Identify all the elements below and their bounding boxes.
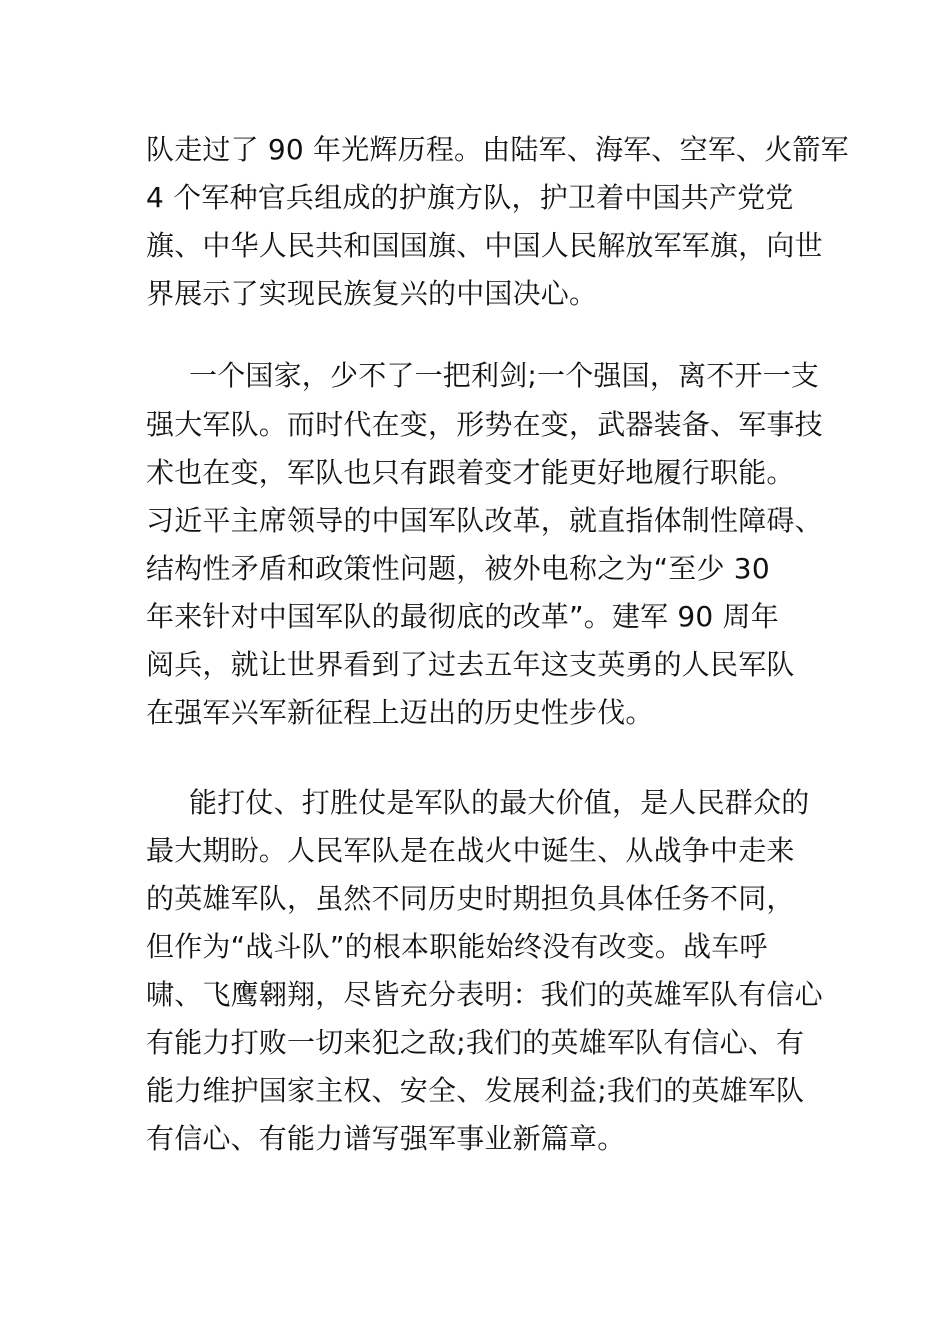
text-line: 能力维护国家主权、安全、发展利益;我们的英雄军队 xyxy=(146,1074,805,1107)
text-line: 阅兵，就让世界看到了过去五年这支英勇的人民军队 xyxy=(146,648,795,681)
text-line: 界展示了实现民族复兴的中国决心。 xyxy=(146,277,598,310)
text-line: 队走过了 90 年光辉历程。由陆军、海军、空军、火箭军 xyxy=(146,133,849,166)
text-line: 啸、飞鹰翱翔，尽皆充分表明：我们的英雄军队有信心 xyxy=(146,978,823,1011)
text-line: 有能力打败一切来犯之敌;我们的英雄军队有信心、有 xyxy=(146,1026,805,1059)
text-line: 4 个军种官兵组成的护旗方队，护卫着中国共产党党 xyxy=(146,181,794,214)
text-line: 一个国家，少不了一把利剑;一个强国，离不开一支 xyxy=(189,359,820,392)
text-line: 结构性矛盾和政策性问题，被外电称之为“至少 30 xyxy=(146,552,770,585)
text-line: 最大期盼。人民军队是在战火中诞生、从战争中走来 xyxy=(146,834,795,867)
text-line: 旗、中华人民共和国国旗、中国人民解放军军旗，向世 xyxy=(146,229,823,262)
text-line: 但作为“战斗队”的根本职能始终没有改变。战车呼 xyxy=(146,930,768,963)
text-line: 习近平主席领导的中国军队改革，就直指体制性障碍、 xyxy=(146,504,823,537)
text-line: 术也在变，军队也只有跟着变才能更好地履行职能。 xyxy=(146,456,795,489)
text-line: 年来针对中国军队的最彻底的改革”。建军 90 周年 xyxy=(146,600,779,633)
text-line: 在强军兴军新征程上迈出的历史性步伐。 xyxy=(146,696,654,729)
text-line: 的英雄军队，虽然不同历史时期担负具体任务不同， xyxy=(146,882,795,915)
text-line: 能打仗、打胜仗是军队的最大价值，是人民群众的 xyxy=(189,786,810,819)
text-line: 强大军队。而时代在变，形势在变，武器装备、军事技 xyxy=(146,408,823,441)
text-line: 有信心、有能力谱写强军事业新篇章。 xyxy=(146,1122,626,1155)
